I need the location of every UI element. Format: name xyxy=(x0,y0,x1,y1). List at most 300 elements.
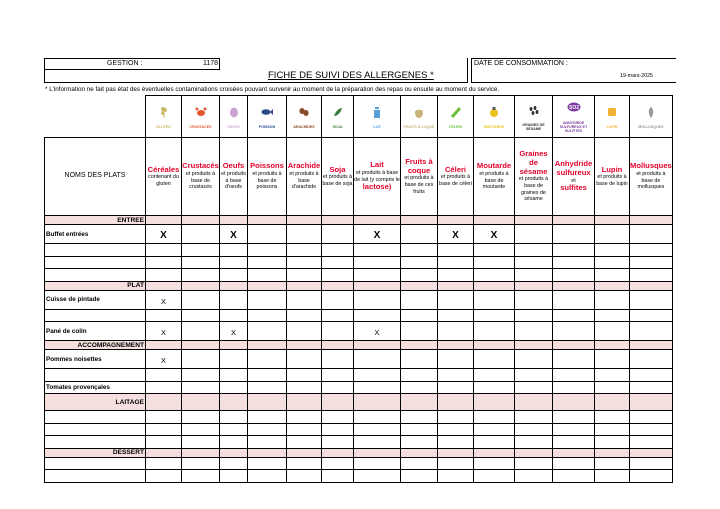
allergen-name: Arachide xyxy=(287,161,321,171)
allergen-mark-cell xyxy=(220,350,248,369)
allergen-mark-cell xyxy=(287,350,322,369)
allergen-icon-cell xyxy=(354,96,401,138)
allergen-mark-cell xyxy=(630,290,673,309)
section-cell xyxy=(322,341,354,350)
section-cell xyxy=(401,448,438,457)
allergen-mark-cell xyxy=(438,244,474,257)
allergen-mark-cell xyxy=(595,457,630,470)
allergen-mark-cell xyxy=(182,411,220,424)
allergen-mark-cell xyxy=(630,350,673,369)
allergen-mark-cell xyxy=(401,436,438,449)
allergen-mark-cell xyxy=(146,436,182,449)
allergen-mark-cell xyxy=(515,470,553,483)
allergen-mark-cell xyxy=(287,436,322,449)
allergen-mark-cell xyxy=(354,256,401,269)
allergen-header xyxy=(322,138,354,216)
section-label: LAITAGE xyxy=(45,394,146,411)
section-cell xyxy=(322,281,354,290)
allergen-mark-cell xyxy=(354,225,401,244)
allergen-icon-caption: ANHYDRIDE SULFUREUX ET SULFITES xyxy=(559,120,588,133)
allergen-mark-cell xyxy=(146,411,182,424)
section-cell xyxy=(248,216,287,225)
section-cell xyxy=(220,394,248,411)
section-cell xyxy=(354,394,401,411)
section-cell xyxy=(515,216,553,225)
allergen-mark-cell xyxy=(220,381,248,394)
allergen-mark-cell xyxy=(287,470,322,483)
allergen-mid: et xyxy=(571,177,576,184)
section-cell xyxy=(515,341,553,350)
section-cell xyxy=(595,448,630,457)
allergen-mark: X xyxy=(230,230,237,241)
allergen-mark-cell xyxy=(220,423,248,436)
allergen-mark-cell xyxy=(438,225,474,244)
allergen-mark-cell xyxy=(515,436,553,449)
allergen-desc-tail: lactose) xyxy=(362,182,392,192)
table-row xyxy=(45,423,673,436)
allergen-icon-cell xyxy=(553,96,595,138)
allergen-icon-cell xyxy=(474,96,515,138)
sulfite-icon xyxy=(567,101,581,120)
allergen-header xyxy=(515,138,553,216)
section-cell xyxy=(553,281,595,290)
section-cell xyxy=(322,448,354,457)
allergen-desc: et produits à base de lait (y compris le xyxy=(354,169,400,183)
allergen-icon-cell xyxy=(182,96,220,138)
allergen-header xyxy=(182,138,220,216)
allergen-mark-cell xyxy=(146,457,182,470)
allergen-name: Lait xyxy=(370,160,384,170)
allergen-mark-cell xyxy=(553,436,595,449)
allergen-mark: X xyxy=(160,296,166,306)
allergen-mark-cell xyxy=(248,256,287,269)
section-cell xyxy=(182,394,220,411)
section-row xyxy=(45,448,673,457)
allergen-mark-cell xyxy=(287,369,322,382)
allergen-mark-cell xyxy=(438,269,474,282)
allergen-mark-cell xyxy=(595,436,630,449)
allergen-mark-cell xyxy=(515,225,553,244)
allergen-mark-cell xyxy=(401,350,438,369)
allergen-icon-cell xyxy=(515,96,553,138)
allergen-mark-cell xyxy=(287,457,322,470)
allergen-mark-cell xyxy=(146,369,182,382)
allergen-mark-cell xyxy=(220,470,248,483)
allergen-mark-cell xyxy=(248,436,287,449)
section-cell xyxy=(401,216,438,225)
allergen-mark-cell xyxy=(438,256,474,269)
allergen-mark-cell xyxy=(248,381,287,394)
allergen-mark-cell xyxy=(182,290,220,309)
section-cell xyxy=(146,281,182,290)
section-cell xyxy=(438,281,474,290)
allergen-mark-cell xyxy=(474,322,515,341)
allergen-mark-cell xyxy=(322,225,354,244)
section-cell xyxy=(438,341,474,350)
allergen-mark-cell xyxy=(474,423,515,436)
allergen-icon-cell xyxy=(595,96,630,138)
table-row xyxy=(45,470,673,483)
allergen-icon-caption: FRUITS À COQUE xyxy=(403,124,435,129)
allergen-mark-cell xyxy=(287,309,322,322)
allergen-name: Soja xyxy=(329,164,346,174)
table-row xyxy=(45,350,673,369)
table-row xyxy=(45,457,673,470)
allergen-icon-caption: LAIT xyxy=(373,124,381,129)
allergen-mark-cell xyxy=(287,256,322,269)
allergen-mark-cell xyxy=(322,350,354,369)
dish-names-header: NOMS DES PLATS xyxy=(64,172,126,180)
allergen-mark-cell xyxy=(401,457,438,470)
section-cell xyxy=(553,216,595,225)
allergen-mark-cell xyxy=(553,411,595,424)
allergen-icon-caption: GRAINES DE SÉSAME xyxy=(522,122,545,131)
allergen-name: Poissons xyxy=(250,161,284,171)
allergen-icon-cell xyxy=(220,96,248,138)
allergen-mark-cell xyxy=(220,256,248,269)
allergen-mark-cell xyxy=(595,369,630,382)
section-cell xyxy=(354,281,401,290)
allergen-table xyxy=(44,95,673,483)
allergen-mark-cell xyxy=(595,411,630,424)
allergen-mark-cell xyxy=(553,369,595,382)
allergen-mark-cell xyxy=(220,457,248,470)
allergen-mark-cell xyxy=(474,225,515,244)
allergen-icon-cell xyxy=(146,96,182,138)
allergen-mark-cell xyxy=(474,269,515,282)
allergen-mark-cell xyxy=(248,350,287,369)
allergen-mark-cell xyxy=(515,256,553,269)
allergen-mark-cell xyxy=(354,369,401,382)
allergen-desc: et produits à base de poissons xyxy=(252,170,282,191)
allergen-header xyxy=(474,138,515,216)
allergen-desc: et produits à base de soja xyxy=(322,174,353,187)
allergen-mark-cell xyxy=(595,244,630,257)
allergen-mark: X xyxy=(374,328,380,337)
allergen-mark: X xyxy=(160,356,166,365)
table-row xyxy=(45,256,673,269)
allergen-mark-cell xyxy=(182,269,220,282)
allergen-mark-cell xyxy=(182,436,220,449)
allergen-mark-cell xyxy=(438,423,474,436)
allergen-mark: X xyxy=(160,328,166,337)
allergen-name-2: sulfites xyxy=(560,183,587,193)
allergen-mark-cell xyxy=(630,457,673,470)
allergen-mark-cell xyxy=(182,256,220,269)
allergen-mark-cell xyxy=(553,381,595,394)
allergen-mark-cell xyxy=(287,244,322,257)
table-row xyxy=(45,381,673,394)
section-cell xyxy=(595,394,630,411)
allergen-mark-cell xyxy=(553,269,595,282)
allergen-mark-cell xyxy=(553,350,595,369)
allergen-mark-cell xyxy=(553,225,595,244)
allergen-icon-caption: LUPIN xyxy=(606,124,618,129)
allergen-mark-cell xyxy=(220,369,248,382)
allergen-mark-cell xyxy=(515,350,553,369)
svg-text:SO2: SO2 xyxy=(568,104,579,111)
allergen-desc: et produits à base de crustacés xyxy=(185,170,216,191)
allergen-mark-cell xyxy=(438,369,474,382)
section-cell xyxy=(515,448,553,457)
allergen-mark-cell xyxy=(322,369,354,382)
dish-name xyxy=(45,269,146,282)
allergen-mark-cell xyxy=(630,411,673,424)
allergen-icon-caption: CRUSTACÉS xyxy=(189,124,212,129)
allergen-header xyxy=(595,138,630,216)
section-cell xyxy=(220,281,248,290)
allergen-mark-cell xyxy=(146,470,182,483)
celery-icon xyxy=(449,105,463,124)
section-cell xyxy=(474,448,515,457)
allergen-mark-cell xyxy=(354,411,401,424)
allergen-header xyxy=(401,138,438,216)
allergen-header xyxy=(438,138,474,216)
section-cell xyxy=(182,216,220,225)
section-cell xyxy=(322,394,354,411)
allergen-mark-cell xyxy=(401,269,438,282)
section-cell xyxy=(474,281,515,290)
allergen-icon-caption: ARACHIDES xyxy=(293,124,315,129)
allergen-desc: et produits à base de graines de sésame xyxy=(518,176,549,203)
allergen-mark-cell xyxy=(515,411,553,424)
section-cell xyxy=(146,216,182,225)
allergen-mark-cell xyxy=(287,423,322,436)
allergen-mark-cell xyxy=(220,411,248,424)
allergen-icon-cell xyxy=(401,96,438,138)
allergen-mark-cell xyxy=(220,436,248,449)
allergen-icon-caption: GLUTEN xyxy=(156,124,171,129)
allergen-mark-cell xyxy=(474,256,515,269)
allergen-mark-cell xyxy=(146,269,182,282)
section-cell xyxy=(248,394,287,411)
dish-name xyxy=(45,470,146,483)
allergen-mark-cell xyxy=(248,290,287,309)
section-row xyxy=(45,281,673,290)
allergen-mark-cell xyxy=(322,457,354,470)
allergen-mark-cell xyxy=(354,269,401,282)
allergen-mark-cell xyxy=(630,381,673,394)
allergen-mark-cell xyxy=(595,423,630,436)
allergen-mark-cell xyxy=(595,256,630,269)
allergen-header xyxy=(630,138,673,216)
allergen-icon-cell xyxy=(287,96,322,138)
section-cell xyxy=(438,394,474,411)
allergen-mark: X xyxy=(373,230,381,241)
allergen-mark-cell xyxy=(322,470,354,483)
date-value: 19-mars-2025 xyxy=(620,73,653,79)
allergen-mark-cell xyxy=(474,470,515,483)
allergen-mark-cell xyxy=(146,381,182,394)
allergen-mark-cell xyxy=(146,309,182,322)
allergen-mark-cell xyxy=(553,256,595,269)
allergen-mark-cell xyxy=(322,436,354,449)
allergen-mark-cell xyxy=(438,309,474,322)
allergen-mark-cell xyxy=(630,423,673,436)
allergen-icon-caption: POISSON xyxy=(258,124,276,129)
allergen-mark-cell xyxy=(630,369,673,382)
allergen-mark-cell xyxy=(630,309,673,322)
section-cell xyxy=(553,448,595,457)
allergen-mark-cell xyxy=(474,309,515,322)
allergen-mark-cell xyxy=(182,369,220,382)
allergen-mark-cell xyxy=(630,256,673,269)
allergen-mark-cell xyxy=(220,225,248,244)
table-row xyxy=(45,225,673,244)
dish-name: Buffet entrées xyxy=(45,225,146,244)
allergen-mark-cell xyxy=(474,244,515,257)
allergen-icon-cell xyxy=(322,96,354,138)
allergen-mark-cell xyxy=(595,225,630,244)
allergen-mark-cell xyxy=(595,350,630,369)
allergen-mark-cell xyxy=(220,290,248,309)
allergen-name: Anhydride sulfureux xyxy=(554,159,593,177)
allergen-mark-cell xyxy=(474,436,515,449)
allergen-icon-cell xyxy=(248,96,287,138)
allergen-mark-cell xyxy=(287,290,322,309)
allergen-mark-cell xyxy=(595,470,630,483)
allergen-mark-cell xyxy=(515,309,553,322)
section-cell xyxy=(220,216,248,225)
sesame-icon xyxy=(527,103,541,122)
allergen-mark-cell xyxy=(630,269,673,282)
allergen-mark-cell xyxy=(354,244,401,257)
allergen-mark-cell xyxy=(146,350,182,369)
allergen-mark-cell xyxy=(146,244,182,257)
section-cell xyxy=(287,281,322,290)
allergen-mark-cell xyxy=(438,436,474,449)
allergen-mark-cell xyxy=(401,244,438,257)
dish-name: Pané de colin xyxy=(45,322,146,341)
section-cell xyxy=(287,448,322,457)
allergen-mark-cell xyxy=(354,423,401,436)
crab-icon xyxy=(194,105,208,124)
allergen-mark-cell xyxy=(322,423,354,436)
allergen-desc: et produits à base de moutarde xyxy=(479,170,509,191)
allergen-header xyxy=(220,138,248,216)
allergen-mark-cell xyxy=(248,269,287,282)
allergen-mark-cell xyxy=(438,457,474,470)
table-row xyxy=(45,244,673,257)
allergen-mark-cell xyxy=(322,244,354,257)
allergen-mark-cell xyxy=(515,322,553,341)
allergen-mark-cell xyxy=(515,423,553,436)
allergen-mark-cell xyxy=(515,369,553,382)
allergen-mark-cell xyxy=(474,290,515,309)
allergen-header xyxy=(553,138,595,216)
allergen-mark-cell xyxy=(322,309,354,322)
allergen-desc: et produits à base de lupin xyxy=(596,174,628,187)
section-cell xyxy=(595,281,630,290)
allergen-mark-cell xyxy=(515,244,553,257)
section-cell xyxy=(474,216,515,225)
allergen-mark-cell xyxy=(182,225,220,244)
allergen-mark-cell xyxy=(354,436,401,449)
section-cell xyxy=(595,341,630,350)
section-label: ACCOMPAGNEMENT xyxy=(45,341,146,350)
allergen-name: Céleri xyxy=(444,164,467,174)
table-row xyxy=(45,309,673,322)
section-cell xyxy=(630,216,673,225)
allergen-icon-caption: CÉLERI xyxy=(448,124,463,129)
section-cell xyxy=(354,216,401,225)
dish-name xyxy=(45,436,146,449)
allergen-desc: et produits à base de mollusques xyxy=(636,170,666,191)
section-cell xyxy=(474,394,515,411)
section-cell xyxy=(438,216,474,225)
dish-name: Pommes noisettes xyxy=(45,350,146,369)
allergen-header xyxy=(248,138,287,216)
allergen-mark-cell xyxy=(401,256,438,269)
allergen-mark-cell xyxy=(515,381,553,394)
allergen-name: Fruits à coque xyxy=(405,156,433,175)
allergen-header xyxy=(146,138,182,216)
allergen-header xyxy=(287,138,322,216)
allergen-mark-cell xyxy=(438,350,474,369)
allergen-mark-cell xyxy=(146,322,182,341)
allergen-mark-cell xyxy=(438,470,474,483)
section-cell xyxy=(248,281,287,290)
allergen-mark-cell xyxy=(182,322,220,341)
section-cell xyxy=(287,341,322,350)
allergen-mark-cell xyxy=(553,290,595,309)
section-cell xyxy=(553,394,595,411)
allergen-mark-cell xyxy=(248,369,287,382)
allergen-desc: et produits à base de ces fruits xyxy=(404,175,434,195)
allergen-mark-cell xyxy=(401,411,438,424)
allergen-mark-cell xyxy=(322,290,354,309)
allergen-mark-cell xyxy=(248,309,287,322)
allergen-mark: X xyxy=(452,230,459,241)
allergen-mark-cell xyxy=(146,225,182,244)
allergen-mark-cell xyxy=(401,423,438,436)
section-cell xyxy=(248,448,287,457)
allergen-mark-cell xyxy=(354,290,401,309)
section-cell xyxy=(401,281,438,290)
table-row xyxy=(45,369,673,382)
allergen-mark-cell xyxy=(248,470,287,483)
allergen-mark-cell xyxy=(474,369,515,382)
allergen-mark-cell xyxy=(248,423,287,436)
allergen-desc: et produits à base d'oeufs xyxy=(221,170,246,191)
allergen-mark-cell xyxy=(401,290,438,309)
allergen-mark-cell xyxy=(401,322,438,341)
section-cell xyxy=(182,448,220,457)
section-cell xyxy=(146,448,182,457)
gestion-label: GESTION : xyxy=(107,59,143,67)
disclaimer-note: * L'information ne fait pas état des éventuelles contaminations croisées pouvant survenir au moment de la préparation des repas ou ensuite au moment du service. xyxy=(45,85,500,93)
allergen-mark-cell xyxy=(401,225,438,244)
allergen-mark-cell xyxy=(515,269,553,282)
allergen-mark-cell xyxy=(182,244,220,257)
allergen-mark-cell xyxy=(474,350,515,369)
allergen-mark-cell xyxy=(287,411,322,424)
section-cell xyxy=(630,448,673,457)
allergen-icon-caption: MOLLUSQUES xyxy=(638,124,664,129)
allergen-desc: contenant du gluten xyxy=(148,174,179,187)
allergen-mark-cell xyxy=(630,470,673,483)
allergen-mark-cell xyxy=(182,350,220,369)
section-cell xyxy=(354,341,401,350)
allergen-mark-cell xyxy=(182,381,220,394)
allergen-mark-cell xyxy=(182,470,220,483)
allergen-mark-cell xyxy=(248,244,287,257)
section-cell xyxy=(287,394,322,411)
allergen-mark-cell xyxy=(438,381,474,394)
dish-name xyxy=(45,411,146,424)
fish-icon xyxy=(260,105,274,124)
section-cell xyxy=(630,281,673,290)
